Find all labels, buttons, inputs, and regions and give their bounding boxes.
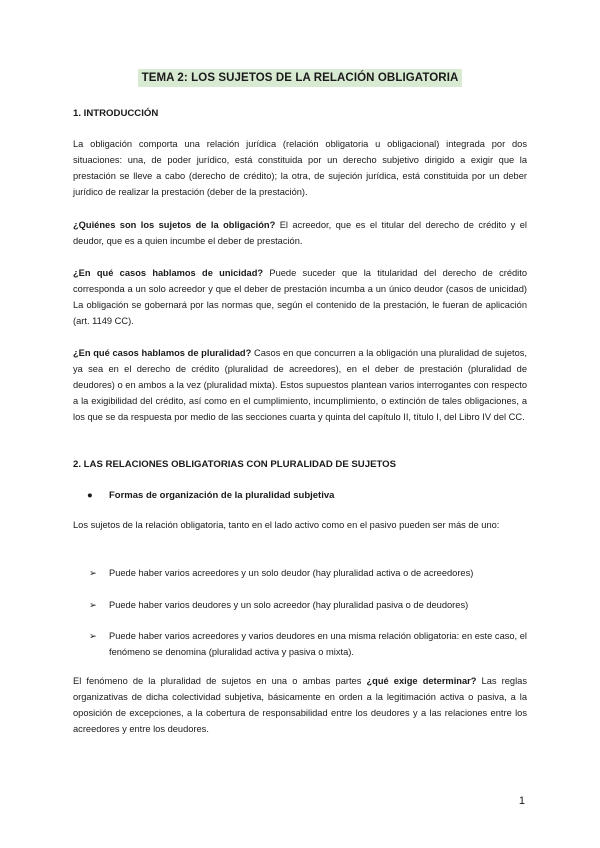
question-unicidad: ¿En qué casos hablamos de unicidad? [73, 268, 264, 278]
paragraph-pluralidad [73, 345, 527, 425]
question-quienes: ¿Quiénes son los sujetos de la obligación? [73, 220, 276, 230]
list-item-text: Puede haber varios deudores y un solo acreedor (hay pluralidad pasiva o de deudores) [109, 600, 469, 610]
list-item-text: Puede haber varios acreedores y varios deudores en una misma relación obligatoria: en este caso, el fenómeno se denomina (pluralidad activa y pasiva o mixta). [109, 631, 527, 657]
closing-question: ¿qué exige determinar? [366, 676, 477, 686]
closing-paragraph [73, 673, 527, 737]
paragraph-unicidad [73, 265, 527, 329]
answer-pluralidad: Casos en que concurren a la obligación una pluralidad de sujetos, ya sea en el derecho de crédito (pluralidad de acreedores), en el deber de prestación (pluralidad de deudores) o en ambos a la vez (pluralidad mixta). Estos supuestos plantean varios interrogantes con respecto a la exigibilidad del crédito, así como en el cumplimiento, incumplimiento, o extinción de tales obligaciones, a los que se da respuesta por medio de las secciones cuarta y quinta del capítulo II, título I, del Libro IV del CC. [73, 348, 527, 422]
lead-paragraph: Los sujetos de la relación obligatoria, tanto en el lado activo como en el pasivo pueden ser más de uno: [73, 520, 500, 530]
arrow-bullet-icon: ➢ [89, 631, 97, 641]
bullet-dot-icon: ● [87, 490, 93, 501]
question-pluralidad: ¿En qué casos hablamos de pluralidad? [73, 348, 252, 358]
section-heading-relaciones: 2. LAS RELACIONES OBLIGATORIAS CON PLURALIDAD DE SUJETOS [73, 459, 397, 470]
list-item [89, 597, 527, 613]
intro-paragraph: La obligación comporta una relación jurídica (relación obligatoria u obligacional) integrada por dos situaciones: una, de poder jurídico, está constituida por un derecho subjetivo dirigido a exigir que la prestación se lleve a cabo (derecho de crédito); la otra, de sujeción jurídica, está constituida por un deber jurídico de realizar la prestación (deber de la prestación). [73, 139, 527, 197]
list-item-text: Puede haber varios acreedores y un solo deudor (hay pluralidad activa o de acreedores) [109, 568, 474, 578]
bullet-formas-organizacion [87, 490, 334, 501]
closing-text-post: Las reglas organizativas de dicha colectividad subjetiva, básicamente en orden a la legitimación activa o pasiva, a la oposición de excepciones, a la cobertura de responsabilidad entre los deudores y a las relaciones entre los acreedores y entre los deudores. [73, 676, 527, 734]
answer-unicidad: Puede suceder que la titularidad del derecho de crédito corresponda a un solo acreedor y que el deber de prestación incumba a un único deudor (casos de unicidad) La obligación se gobernará por las normas que, según el contenido de la prestación, le fueran de aplicación (art. 1149 CC). [73, 268, 527, 326]
answer-quienes: El acreedor, que es el titular del derecho de crédito y el deudor, que es a quien incumbe el deber de prestación. [73, 220, 527, 246]
document-title: TEMA 2: LOS SUJETOS DE LA RELACIÓN OBLIGATORIA [138, 69, 463, 87]
closing-text-pre: El fenómeno de la pluralidad de sujetos en una o ambas partes [73, 676, 367, 686]
section-heading-introduccion: 1. INTRODUCCIÓN [73, 108, 159, 119]
list-item [89, 565, 527, 581]
page-number: 1 [518, 795, 525, 807]
list-item [89, 628, 527, 660]
arrow-bullet-icon: ➢ [89, 568, 97, 578]
paragraph-quienes [73, 217, 527, 249]
bullet-label: Formas de organización de la pluralidad subjetiva [109, 490, 335, 501]
arrow-bullet-icon: ➢ [89, 600, 97, 610]
title-wrapper [73, 68, 527, 87]
